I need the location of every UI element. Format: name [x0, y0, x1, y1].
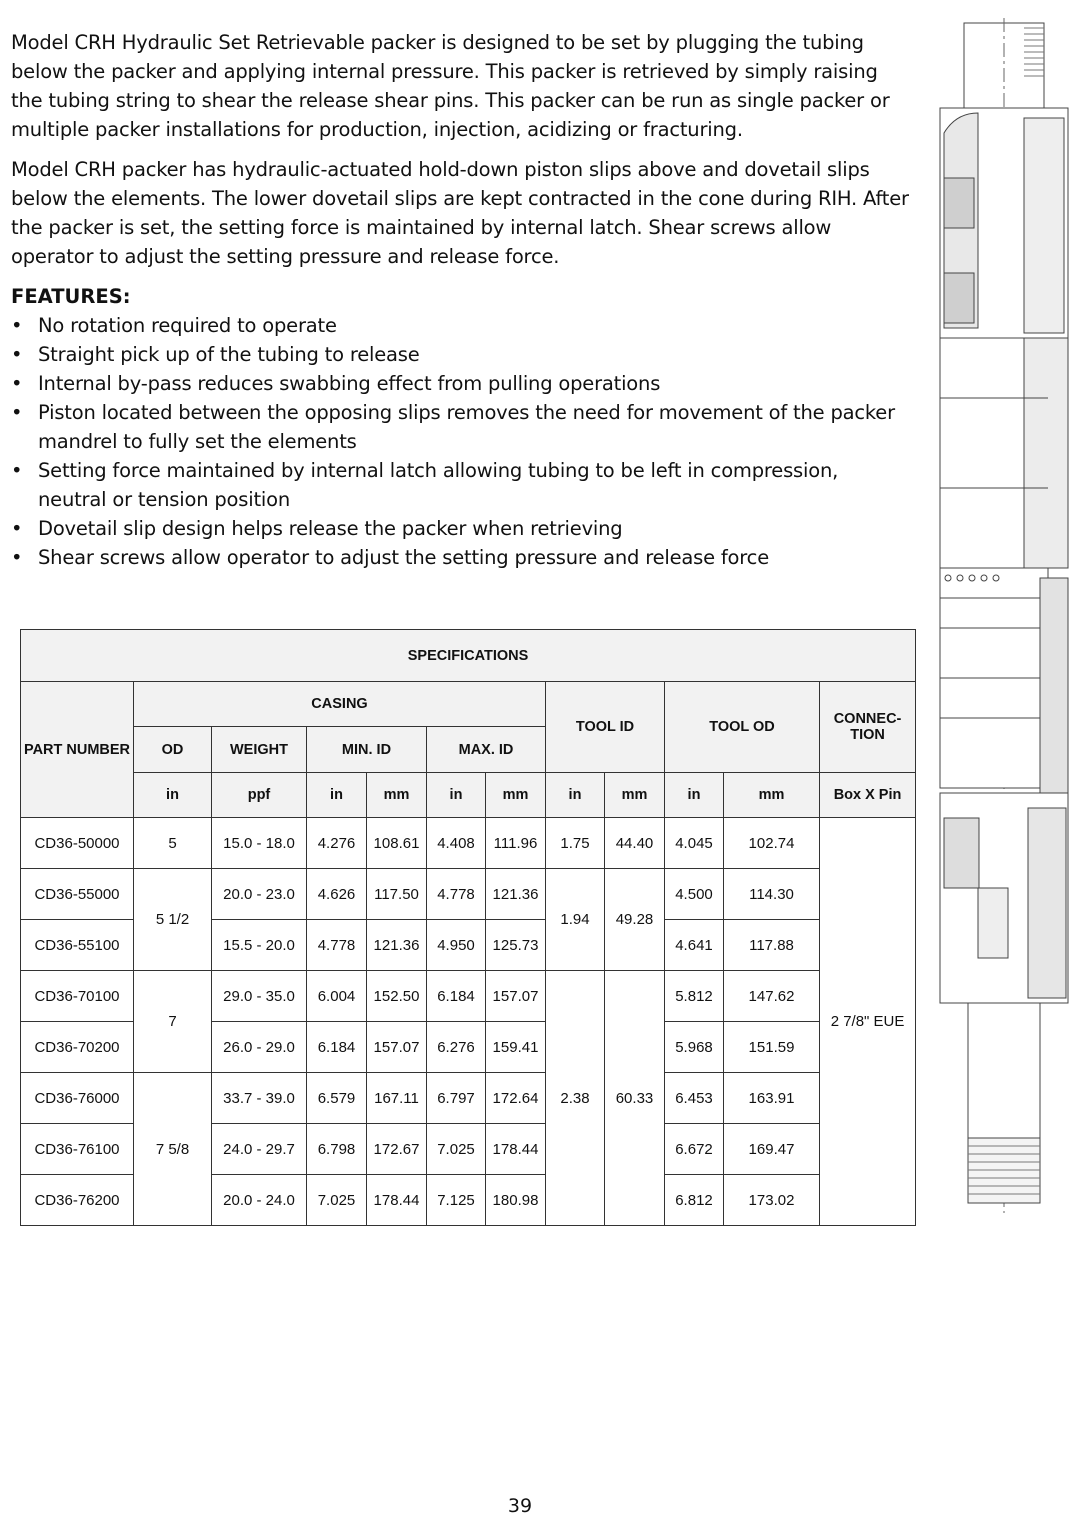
bullet: •	[11, 401, 23, 424]
unit-tool-od-mm: mm	[724, 773, 820, 818]
table-row: CD36-55000 5 1/2 20.0 - 23.0 4.626 117.50 4.778 121.36 1.94 49.28 4.500 114.30	[21, 869, 916, 920]
features-title: FEATURES:	[11, 285, 131, 308]
bullet: •	[11, 314, 23, 337]
unit-tool-od-in: in	[665, 773, 724, 818]
table-row: CD36-76100 24.0 - 29.7 6.798 172.67 7.025 178.44 6.672 169.47	[21, 1124, 916, 1175]
feature-item: • Setting force maintained by internal latch allowing tubing to be left in compression, neutral or tension position	[11, 456, 911, 514]
header-max-id: MAX. ID	[427, 727, 546, 773]
table-row: CD36-50000 5 15.0 - 18.0 4.276 108.61 4.408 111.96 1.75 44.40 4.045 102.74 2 7/8" EUE	[21, 818, 916, 869]
intro-paragraph: Model CRH Hydraulic Set Retrievable packer is designed to be set by plugging the tubing below the packer and applying internal pressure. This packer is retrieved by simply raising the tubing string to shear the release shear pins. This packer can be run as single packer or multiple packer installations for production, injection, acidizing or fracturing.	[11, 31, 890, 141]
bullet: •	[11, 546, 23, 569]
header-od: OD	[134, 727, 212, 773]
header-part-number: PART NUMBER	[21, 682, 134, 818]
unit-weight: ppf	[212, 773, 307, 818]
unit-tool-id-mm: mm	[605, 773, 665, 818]
table-row: CD36-76200 20.0 - 24.0 7.025 178.44 7.125 180.98 6.812 173.02	[21, 1175, 916, 1226]
header-connection: CONNEC-TION	[820, 682, 916, 773]
features-list	[11, 311, 911, 572]
header-tool-id: TOOL ID	[546, 682, 665, 773]
body-text	[11, 28, 911, 572]
table-row: CD36-70200 26.0 - 29.0 6.184 157.07 6.276 159.41 5.968 151.59	[21, 1022, 916, 1073]
feature-item: • No rotation required to operate	[11, 311, 911, 340]
unit-min-id-in: in	[307, 773, 367, 818]
header-weight: WEIGHT	[212, 727, 307, 773]
header-casing: CASING	[134, 682, 546, 727]
feature-item: • Straight pick up of the tubing to release	[11, 340, 911, 369]
specifications-table	[20, 629, 916, 1226]
table-row: CD36-70100 7 29.0 - 35.0 6.004 152.50 6.184 157.07 2.38 60.33 5.812 147.62	[21, 971, 916, 1022]
unit-min-id-mm: mm	[367, 773, 427, 818]
unit-tool-id-in: in	[546, 773, 605, 818]
page-number: 39	[507, 1495, 533, 1517]
table-row: CD36-55100 15.5 - 20.0 4.778 121.36 4.950 125.73 4.641 117.88	[21, 920, 916, 971]
feature-item: • Internal by-pass reduces swabbing effect from pulling operations	[11, 369, 911, 398]
header-tool-od: TOOL OD	[665, 682, 820, 773]
table-title: SPECIFICATIONS	[21, 630, 916, 682]
feature-item: • Shear screws allow operator to adjust the setting pressure and release force	[11, 543, 911, 572]
unit-max-id-in: in	[427, 773, 486, 818]
table-row: CD36-76000 7 5/8 33.7 - 39.0 6.579 167.11 6.797 172.64 6.453 163.91	[21, 1073, 916, 1124]
header-min-id: MIN. ID	[307, 727, 427, 773]
description-paragraph: Model CRH packer has hydraulic-actuated hold-down piston slips above and dovetail slips below the elements. The lower dovetail slips are kept contracted in the cone during RIH. After the packer is set, the setting force is maintained by internal latch. Shear screws allow operator to adjust the setting pressure and release force.	[11, 158, 909, 268]
bullet: •	[11, 517, 23, 540]
unit-connection: Box X Pin	[820, 773, 916, 818]
bullet: •	[11, 343, 23, 366]
packer-cross-section-drawing	[928, 18, 1078, 1213]
unit-od: in	[134, 773, 212, 818]
bullet: •	[11, 372, 23, 395]
unit-max-id-mm: mm	[486, 773, 546, 818]
feature-item: • Piston located between the opposing slips removes the need for movement of the packer mandrel to fully set the elements	[11, 398, 911, 456]
connection-value: 2 7/8" EUE	[820, 818, 916, 1226]
feature-item: • Dovetail slip design helps release the packer when retrieving	[11, 514, 911, 543]
bullet: •	[11, 459, 23, 482]
